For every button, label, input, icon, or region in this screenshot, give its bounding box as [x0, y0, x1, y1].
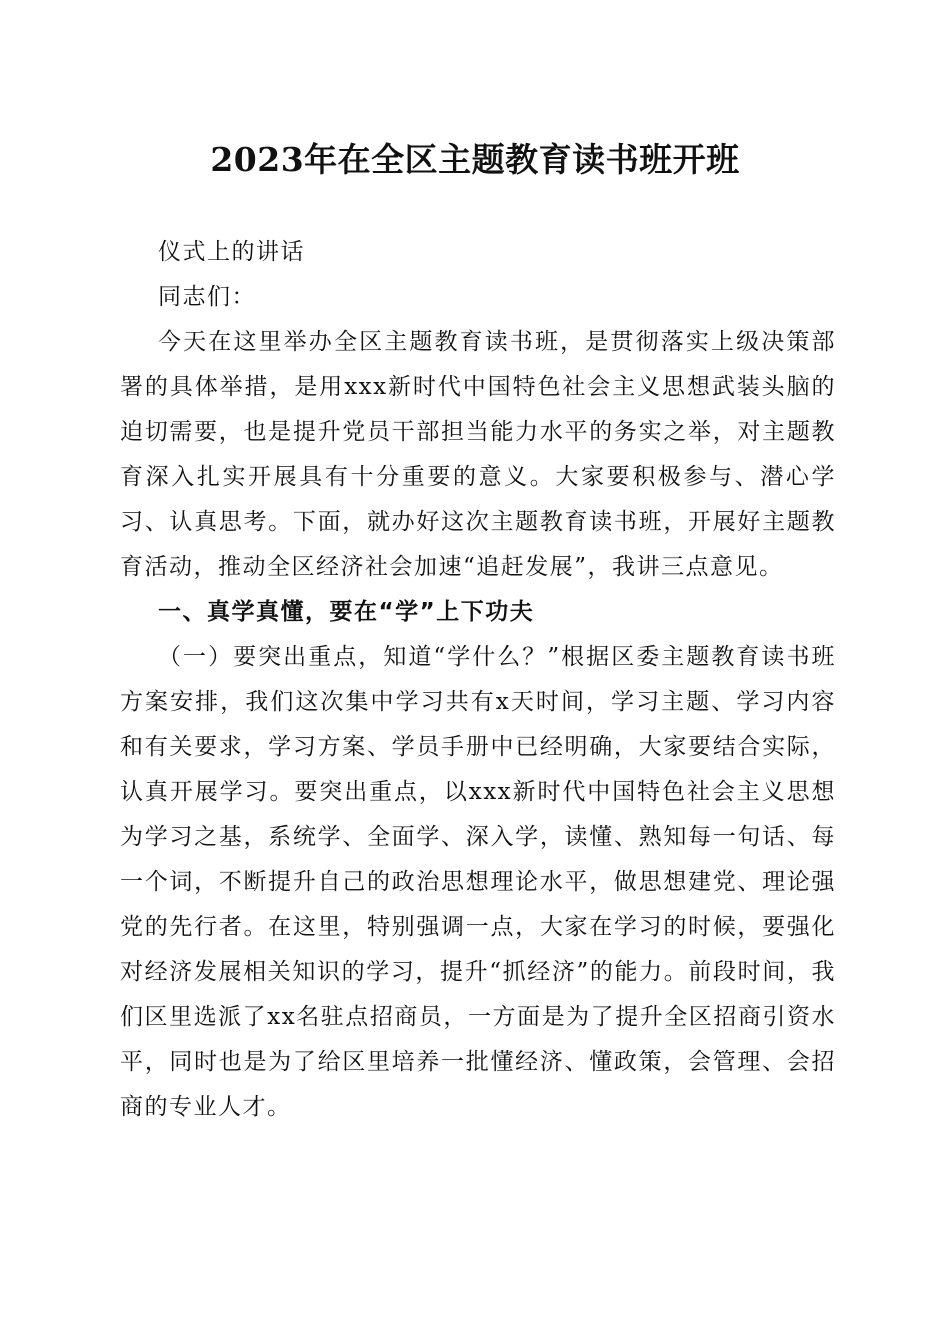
intro-paragraph: 今天在这里举办全区主题教育读书班，是贯彻落实上级决策部署的具体举措，是用xxx新时代中国特色社会主义思想武装头脑的迫切需要，也是提升党员干部担当能力水平的务实之举，对主题教育深入扎实开展具有十分重要的意义。大家要积极参与、潜心学习、认真思考。下面，就办好这次主题教育读书班，开展好主题教育活动，推动全区经济社会加速“追赶发展”，我讲三点意见。 — [120, 329, 836, 580]
salutation: 同志们： — [158, 284, 256, 310]
subtitle-line: 仪式上的讲话 — [158, 239, 305, 265]
section-heading: 一、真学真懂，要在“学”上下功夫 — [158, 599, 535, 625]
document-title: 2023年在全区主题教育读书班开班 — [210, 140, 740, 179]
document-body — [120, 230, 836, 1130]
body-paragraph: （一）要突出重点，知道“学什么？”根据区委主题教育读书班方案安排，我们这次集中学习共有x天时间，学习主题、学习内容和有关要求，学习方案、学员手册中已经明确，大家要结合实际，认真开展学习。要突出重点，以xxx新时代中国特色社会主义思想为学习之基，系统学、全面学、深入学，读懂、熟知每一句话、每一个词，不断提升自己的政治思想理论水平，做思想建党、理论强党的先行者。在这里，特别强调一点，大家在学习的时候，要强化对经济发展相关知识的学习，提升“抓经济”的能力。前段时间，我们区里选派了xx名驻点招商员，一方面是为了提升全区招商引资水平，同时也是为了给区里培养一批懂经济、懂政策，会管理、会招商的专业人才。 — [120, 644, 836, 1120]
